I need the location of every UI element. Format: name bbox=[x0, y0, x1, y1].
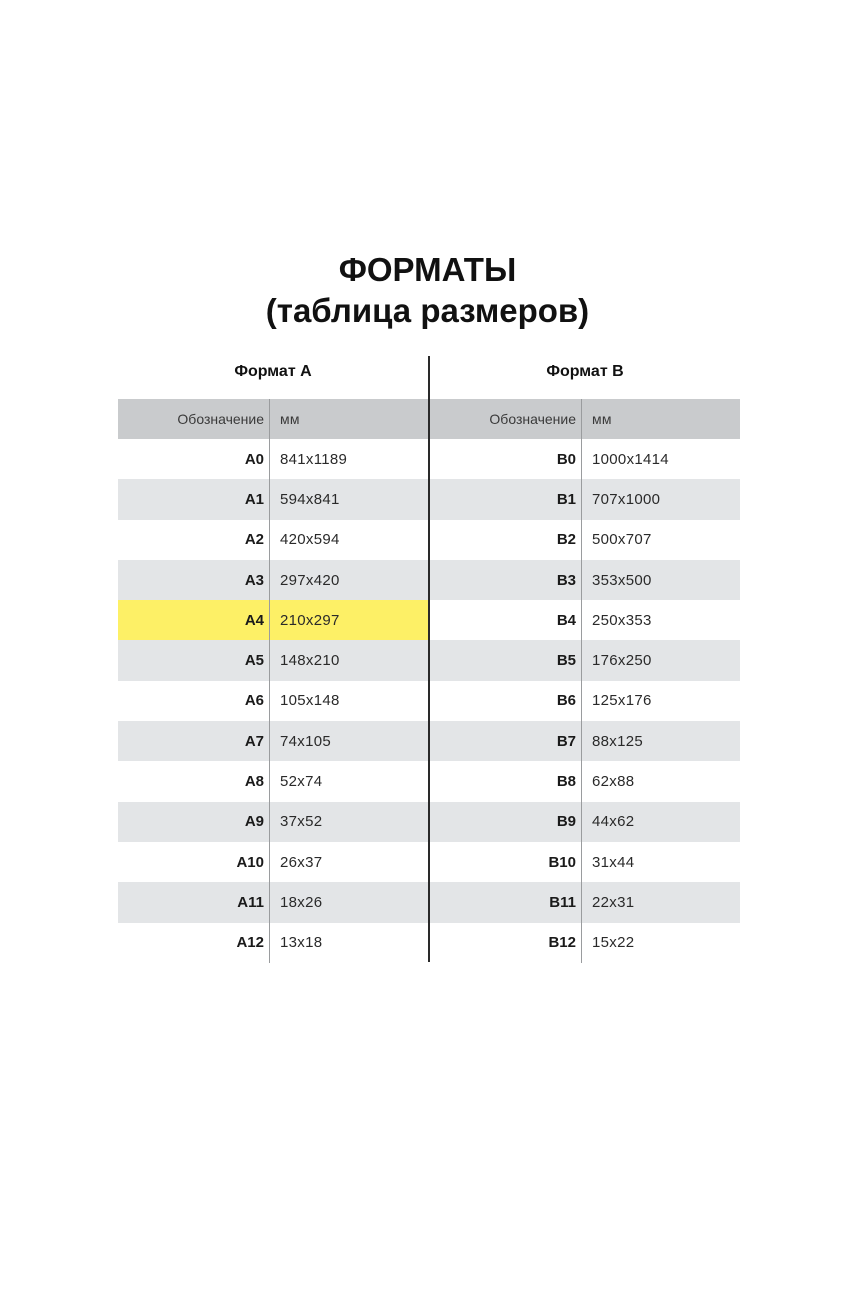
format-size-mm: 176x250 bbox=[592, 652, 652, 670]
table-row bbox=[118, 923, 428, 963]
format-designation: B3 bbox=[430, 560, 582, 600]
table-row bbox=[118, 640, 428, 680]
table-row bbox=[430, 761, 740, 801]
column-header-mm: мм bbox=[280, 411, 300, 427]
format-b-table bbox=[430, 399, 740, 963]
format-a-heading: Формат А bbox=[234, 363, 312, 380]
table-row bbox=[118, 600, 428, 640]
format-size-mm: 15x22 bbox=[592, 934, 635, 952]
table-row bbox=[430, 882, 740, 922]
format-designation: A5 bbox=[118, 640, 270, 680]
format-designation: A0 bbox=[118, 439, 270, 479]
format-size-mm: 88x125 bbox=[592, 732, 644, 750]
table-row bbox=[118, 479, 428, 519]
table-row bbox=[430, 640, 740, 680]
format-size-mm: 74x105 bbox=[280, 732, 332, 750]
format-designation: A11 bbox=[118, 882, 270, 922]
table-row bbox=[118, 761, 428, 801]
column-header-designation: Обозначение bbox=[430, 399, 582, 439]
table-row bbox=[118, 842, 428, 882]
format-size-mm: 13x18 bbox=[280, 934, 323, 952]
table-row bbox=[118, 520, 428, 560]
format-size-mm: 1000x1414 bbox=[592, 450, 669, 468]
format-designation: B6 bbox=[430, 681, 582, 721]
format-designation: A2 bbox=[118, 520, 270, 560]
format-designation: B2 bbox=[430, 520, 582, 560]
format-size-mm: 210x297 bbox=[280, 611, 340, 629]
table-row bbox=[430, 439, 740, 479]
format-size-mm: 37x52 bbox=[280, 813, 323, 831]
format-designation: B8 bbox=[430, 761, 582, 801]
format-designation: A3 bbox=[118, 560, 270, 600]
format-size-mm: 22x31 bbox=[592, 893, 635, 911]
format-size-mm: 44x62 bbox=[592, 813, 635, 831]
format-size-mm: 250x353 bbox=[592, 611, 652, 629]
page-subtitle: (таблица размеров) bbox=[265, 292, 590, 329]
format-designation: B7 bbox=[430, 721, 582, 761]
format-designation: A12 bbox=[118, 923, 270, 963]
format-size-mm: 594x841 bbox=[280, 490, 340, 508]
table-row bbox=[430, 560, 740, 600]
table-header-row bbox=[118, 399, 428, 439]
format-size-mm: 52x74 bbox=[280, 773, 323, 791]
column-header-designation: Обозначение bbox=[118, 399, 270, 439]
format-size-mm: 125x176 bbox=[592, 692, 652, 710]
format-size-mm: 18x26 bbox=[280, 893, 323, 911]
format-designation: B0 bbox=[430, 439, 582, 479]
table-row bbox=[430, 802, 740, 842]
format-size-mm: 62x88 bbox=[592, 773, 635, 791]
format-designation: A7 bbox=[118, 721, 270, 761]
table-row bbox=[118, 681, 428, 721]
format-designation: B10 bbox=[430, 842, 582, 882]
format-designation: B1 bbox=[430, 479, 582, 519]
page-title: ФОРМАТЫ bbox=[338, 251, 517, 288]
table-row bbox=[430, 721, 740, 761]
format-designation: B5 bbox=[430, 640, 582, 680]
format-size-mm: 420x594 bbox=[280, 531, 340, 549]
format-size-mm: 105x148 bbox=[280, 692, 340, 710]
format-a-table bbox=[118, 399, 428, 963]
format-b-heading: Формат В bbox=[546, 363, 624, 380]
format-size-mm: 297x420 bbox=[280, 571, 340, 589]
format-size-mm: 500x707 bbox=[592, 531, 652, 549]
table-row bbox=[118, 721, 428, 761]
format-size-mm: 707x1000 bbox=[592, 490, 661, 508]
format-designation: A6 bbox=[118, 681, 270, 721]
format-designation: A1 bbox=[118, 479, 270, 519]
column-header-mm: мм bbox=[592, 411, 612, 427]
format-designation: B11 bbox=[430, 882, 582, 922]
format-designation: B12 bbox=[430, 923, 582, 963]
format-designation: A10 bbox=[118, 842, 270, 882]
format-designation: A4 bbox=[118, 600, 270, 640]
table-row bbox=[430, 520, 740, 560]
table-header-row bbox=[430, 399, 740, 439]
format-designation: A9 bbox=[118, 802, 270, 842]
table-row bbox=[430, 923, 740, 963]
format-size-mm: 31x44 bbox=[592, 853, 635, 871]
table-row bbox=[118, 882, 428, 922]
table-row bbox=[430, 681, 740, 721]
table-row bbox=[430, 842, 740, 882]
format-size-mm: 841x1189 bbox=[280, 450, 348, 468]
format-designation: B9 bbox=[430, 802, 582, 842]
format-designation: A8 bbox=[118, 761, 270, 801]
table-row bbox=[118, 802, 428, 842]
format-designation: B4 bbox=[430, 600, 582, 640]
format-size-mm: 353x500 bbox=[592, 571, 652, 589]
table-row bbox=[430, 600, 740, 640]
format-size-mm: 148x210 bbox=[280, 652, 340, 670]
format-size-mm: 26x37 bbox=[280, 853, 323, 871]
table-row bbox=[430, 479, 740, 519]
table-row bbox=[118, 439, 428, 479]
table-row bbox=[118, 560, 428, 600]
